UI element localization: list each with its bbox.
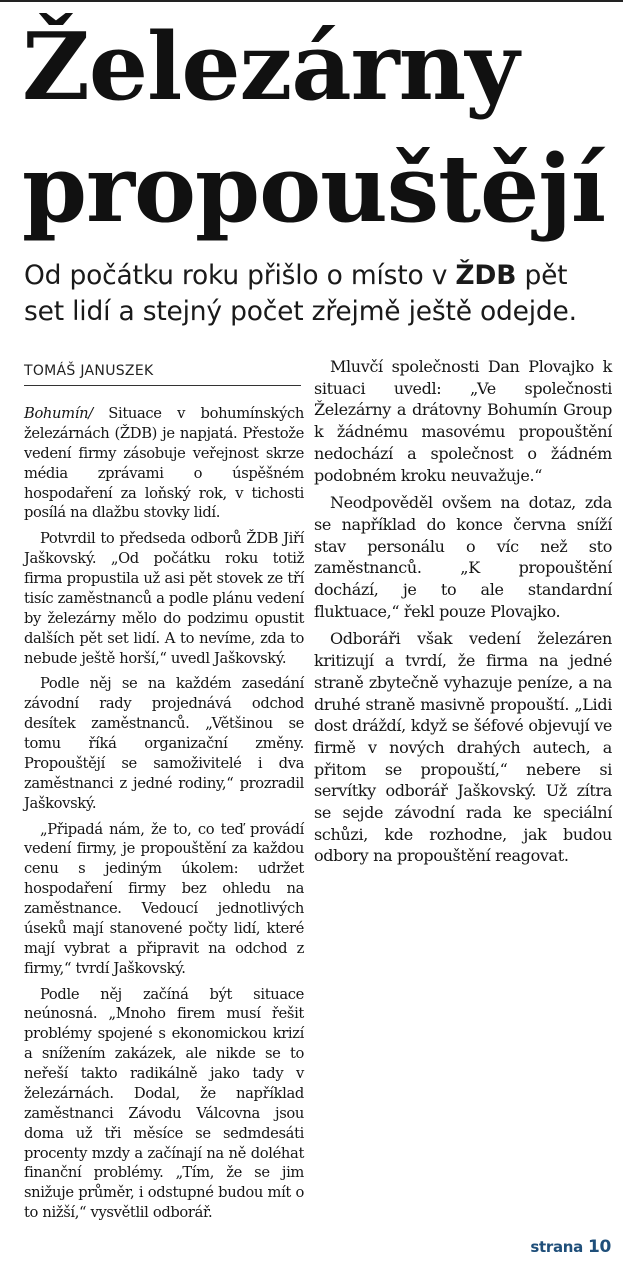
paragraph-4: „Připadá nám, že to, co teď provádí vedení firmy, je propouštění za každou cenu s jediným úkolem: udržet hospodaření firmy bez ohledu na zaměstnance. Vedoucí jednotlivých úseků mají stanovené počty lidí, které mají vybrat a připravit na odchod z firmy,“ tvrdí Jaškovský.	[24, 820, 304, 977]
dateline-place: Bohumín/	[24, 405, 93, 422]
page-reference-number: 10	[587, 1237, 611, 1257]
headline-line-1: Železárny	[22, 12, 519, 121]
paragraph-6: Mluvčí společnosti Dan Plovajko k situaci uvedl: „Ve společnosti Železárny a drátovny Bohumín Group k žádnému masovému propouštění nedochází a společnost o žádném podobném kroku neuvažuje.“	[314, 357, 612, 485]
deck	[24, 258, 614, 330]
deck-text-start: Od počátku roku přišlo o místo v	[24, 260, 456, 291]
article-column-2	[314, 356, 612, 867]
byline: TOMÁŠ JANUSZEK	[24, 363, 301, 386]
paragraph-2: Potvrdil to předseda odborů ŽDB Jiří Jaškovský. „Od počátku roku totiž firma propustila už asi pět stovek ze tří tisíc zaměstnanců a podle plánu vedení by železárny mělo do podzimu opustit dalších pět set lidí. A to nevíme, zda to nebude ještě horší,“ uvedl Jaškovský.	[24, 530, 304, 667]
paragraph-8: Odboráři však vedení železáren kritizují a tvrdí, že firma na jedné straně zbytečně vyhazuje peníze, a na druhé straně masivně propouští. „Lidi dost dráždí, když se šéfové objevují ve firmě v nových drahých autech, a přitom se propouští,“ nebere si servítky odborář Jaškovský. Už zítra se sejde závodní rada ke speciální schůzi, kde rozhodne, jak budou odbory na propouštění reagovat.	[314, 629, 612, 866]
deck-bold-abbreviation: ŽDB	[455, 260, 517, 291]
deck-text-end: pět set lidí a stejný počet zřejmě ještě odejde.	[24, 260, 577, 327]
headline	[22, 6, 622, 250]
top-rule	[0, 0, 623, 2]
paragraph-1-text: Situace v bohumínských železárnách (ŽDB) je napjatá. Přestože vedení firmy zásobuje veřejnost skrze média zprávami o úspěšném hospodaření za loňský rok, v tichosti posílá na dlažbu stovky lidí.	[24, 405, 304, 522]
page-reference-label: strana	[530, 1238, 583, 1256]
page-reference	[530, 1237, 611, 1257]
paragraph-1	[24, 404, 304, 523]
article-column-1	[24, 404, 304, 1223]
paragraph-3: Podle něj se na každém zasedání závodní rady projednává odchod desítek zaměstnanců. „Většinou se tomu říká organizační změny. Propouštějí se samoživitelé i dva zaměstnanci z jedné rodiny,“ prozradil Jaškovský.	[24, 675, 304, 812]
paragraph-5: Podle něj začíná být situace neúnosná. „Mnoho firem musí řešit problémy spojené s ekonomickou krizí a snížením zakázek, ale nikde se to neřeší takto radikálně jako tady v železárnách. Dodal, že například zaměstnanci Závodu Válcovna jsou doma už tři měsíce se sedmdesáti procenty mzdy a začínají na ně doléhat finanční problémy. „Tím, že se jim snižuje průměr, i odstupné budou mít o to nižší,“ vysvětlil odborář.	[24, 985, 304, 1222]
headline-line-2: propouštějí	[22, 134, 606, 243]
paragraph-7: Neodpověděl ovšem na dotaz, zda se například do konce června sníží stav personálu o víc než sto zaměstnanců. „K propouštění dochází, je to ale standardní fluktuace,“ řekl pouze Plovajko.	[314, 493, 612, 621]
